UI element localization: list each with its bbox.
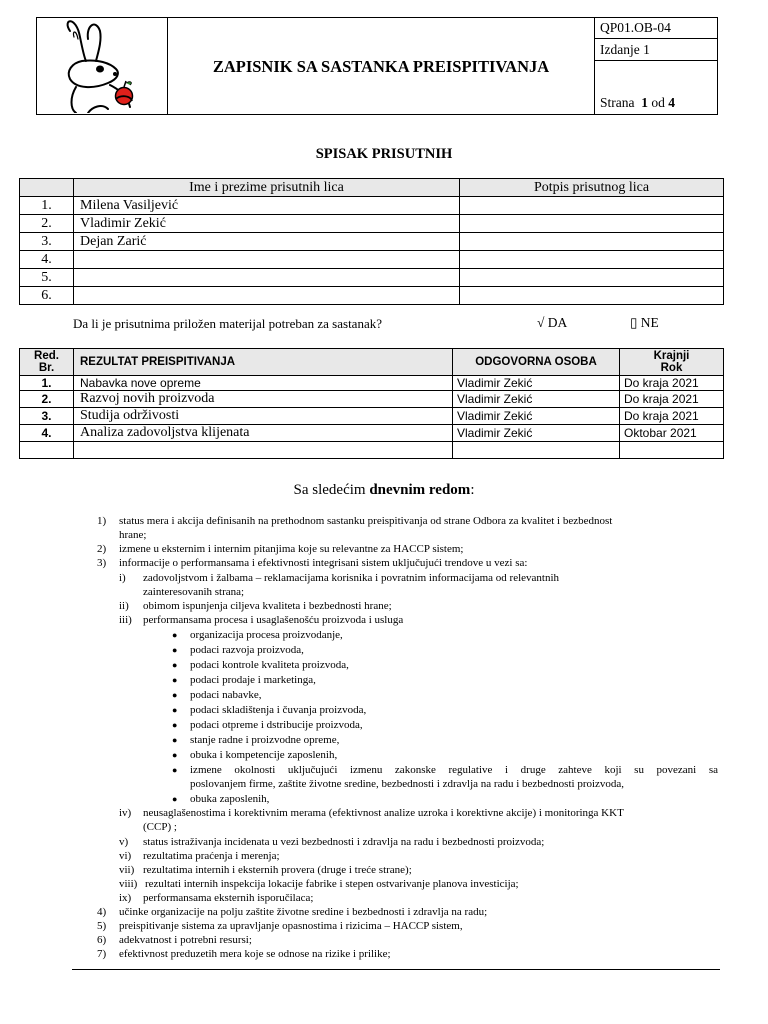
list-item: performansama eksternih isporučilaca; — [143, 892, 314, 904]
bullet-icon: ● — [172, 720, 178, 730]
attendance-title: SPISAK PRISUTNIH — [315, 146, 453, 162]
list-item: zainteresovanih strana; — [143, 586, 245, 598]
bullet-icon: ● — [172, 705, 178, 715]
list-item: performansama procesa i usaglašenošću proizvoda i usluga — [143, 614, 404, 626]
list-item: obimom ispunjenja ciljeva kvaliteta i bezbednosti hrane; — [143, 600, 392, 612]
bullet-icon: ● — [172, 630, 178, 640]
col-deadline-header: Krajnji Rok — [620, 349, 724, 376]
table-row: 3. Dejan Zarić — [20, 233, 724, 251]
list-item: obuka zaposlenih, — [190, 793, 270, 805]
list-item: rezultatima internih i eksternih provera (druge i treće strane); — [143, 864, 412, 876]
document-meta — [594, 17, 718, 115]
bullet-icon: ● — [172, 675, 178, 685]
signature-cell — [460, 233, 724, 251]
list-item: podaci otpreme i dstribucije proizvoda, — [190, 719, 363, 731]
list-item: organizacija procesa proizvodanje, — [190, 629, 343, 641]
list-item: stanje radne i proizvodne opreme, — [190, 734, 340, 746]
table-row: 4. — [20, 251, 724, 269]
col-result-header: REZULTAT PREISPITIVANJA — [74, 349, 453, 376]
list-item: (CCP) ; — [143, 821, 177, 833]
bullet-icon: ● — [172, 645, 178, 655]
material-question: Da li je prisutnima priložen materijal potreban za sastanak? — [73, 316, 382, 331]
results-header-row — [20, 349, 724, 376]
document-code: QP01.OB-04 — [595, 17, 718, 39]
col-num-header: Red. Br. — [20, 349, 74, 376]
bullet-icon: ● — [172, 750, 178, 760]
list-item: rezultati internih inspekcija lokacije fabrike i stepen ostvarivanje planova investicija; — [145, 878, 519, 890]
agenda-title: Sa sledećim dnevnim redom: — [293, 482, 475, 498]
signature-cell — [460, 269, 724, 287]
list-item: zadovoljstvom i žalbama – reklamacijama korisnika i povratnim informacijama od relevantnih — [143, 572, 560, 584]
list-item: efektivnost preduzetih mera koje se odnose na rizike i prilike; — [119, 948, 391, 960]
document-title: ZAPISNIK SA SASTANKA PREISPITIVANJA — [212, 57, 550, 76]
bullet-icon: ● — [172, 794, 178, 804]
list-item: neusaglašenostima i korektivnim merama (efektivnost analize uzroka i korektivne akcije) i monitoringa KKT — [143, 807, 624, 819]
company-logo — [36, 17, 168, 115]
list-item: obuka i kompetencije zaposlenih, — [190, 749, 338, 761]
rabbit-logo-icon — [36, 17, 166, 113]
material-yes-checkbox[interactable]: √ DA — [537, 315, 568, 330]
table-row: 2. Vladimir Zekić — [20, 215, 724, 233]
attendance-table — [19, 178, 724, 305]
table-row: 5. — [20, 269, 724, 287]
rabbit-eye-icon — [96, 66, 104, 73]
table-row: 4. Analiza zadovoljstva klijenata Vladimir Zekić Oktobar 2021 — [20, 425, 724, 442]
table-row-empty — [20, 442, 724, 459]
results-table — [19, 348, 724, 459]
document-edition: Izdanje 1 — [595, 39, 718, 61]
list-item: izmene okolnosti uključujući izmenu zakonske regulative i druge zahteve koji su povezani sa — [190, 764, 718, 776]
list-item: hrane; — [119, 529, 147, 541]
table-row: 1. Nabavka nove opreme Vladimir Zekić Do kraja 2021 — [20, 376, 724, 391]
col-name-header: Ime i prezime prisutnih lica — [74, 179, 460, 197]
list-item: podaci prodaje i marketinga, — [190, 674, 316, 686]
bullet-icon: ● — [172, 690, 178, 700]
col-signature-header: Potpis prisutnog lica — [460, 179, 724, 197]
col-person-header: ODGOVORNA OSOBA — [453, 349, 620, 376]
table-row: 1. Milena Vasiljević — [20, 197, 724, 215]
signature-cell — [460, 287, 724, 305]
list-item: preispitivanje sistema za upravljanje opasnostima i rizicima – HACCP sistem, — [119, 920, 463, 932]
list-item: podaci nabavke, — [190, 689, 262, 701]
list-item: učinke organizacije na polju zaštite životne sredine i bezbednosti i zdravlja na radu; — [119, 906, 488, 918]
bullet-icon: ● — [172, 765, 178, 775]
list-item: informacije o performansama i efektivnosti integrisani sistem uključujući trendove u vezi sa: — [119, 557, 528, 569]
bullet-icon: ● — [172, 735, 178, 745]
list-item: status mera i akcija definisanih na prethodnom sastanku preispitivanja od strane Odbora za kvalitet i bezbednost — [119, 515, 613, 527]
list-item: poslovanjem firme, zaštite životne sredine, bezbednosti i zdravlja na radu i bezbednosti proizvoda, — [190, 778, 625, 790]
signature-cell — [460, 215, 724, 233]
bullet-icon: ● — [172, 660, 178, 670]
list-item: izmene u eksternim i internim pitanjima koje su relevantne za HACCP sistem; — [119, 543, 464, 555]
list-item: rezultatima praćenja i merenja; — [143, 850, 280, 862]
material-no-checkbox[interactable]: ▯ NE — [630, 315, 659, 330]
divider — [72, 969, 720, 970]
table-row: 6. — [20, 287, 724, 305]
table-row: 2. Razvoj novih proizvoda Vladimir Zekić Do kraja 2021 — [20, 391, 724, 408]
list-item: status istraživanja incidenata u vezi bezbednosti i zdravlja na radu i bezbednosti proizvoda; — [143, 836, 545, 848]
page-indicator: Strana 1 od 4 — [600, 95, 675, 110]
signature-cell — [460, 197, 724, 215]
signature-cell — [460, 251, 724, 269]
list-item: podaci skladištenja i čuvanja proizvoda, — [190, 704, 367, 716]
list-item: adekvatnost i potrebni resursi; — [119, 934, 252, 946]
attendance-header-row — [20, 179, 724, 197]
table-row: 3. Studija održivosti Vladimir Zekić Do kraja 2021 — [20, 408, 724, 425]
list-item: podaci razvoja proizvoda, — [190, 644, 304, 656]
list-item: podaci kontrole kvaliteta proizvoda, — [190, 659, 349, 671]
